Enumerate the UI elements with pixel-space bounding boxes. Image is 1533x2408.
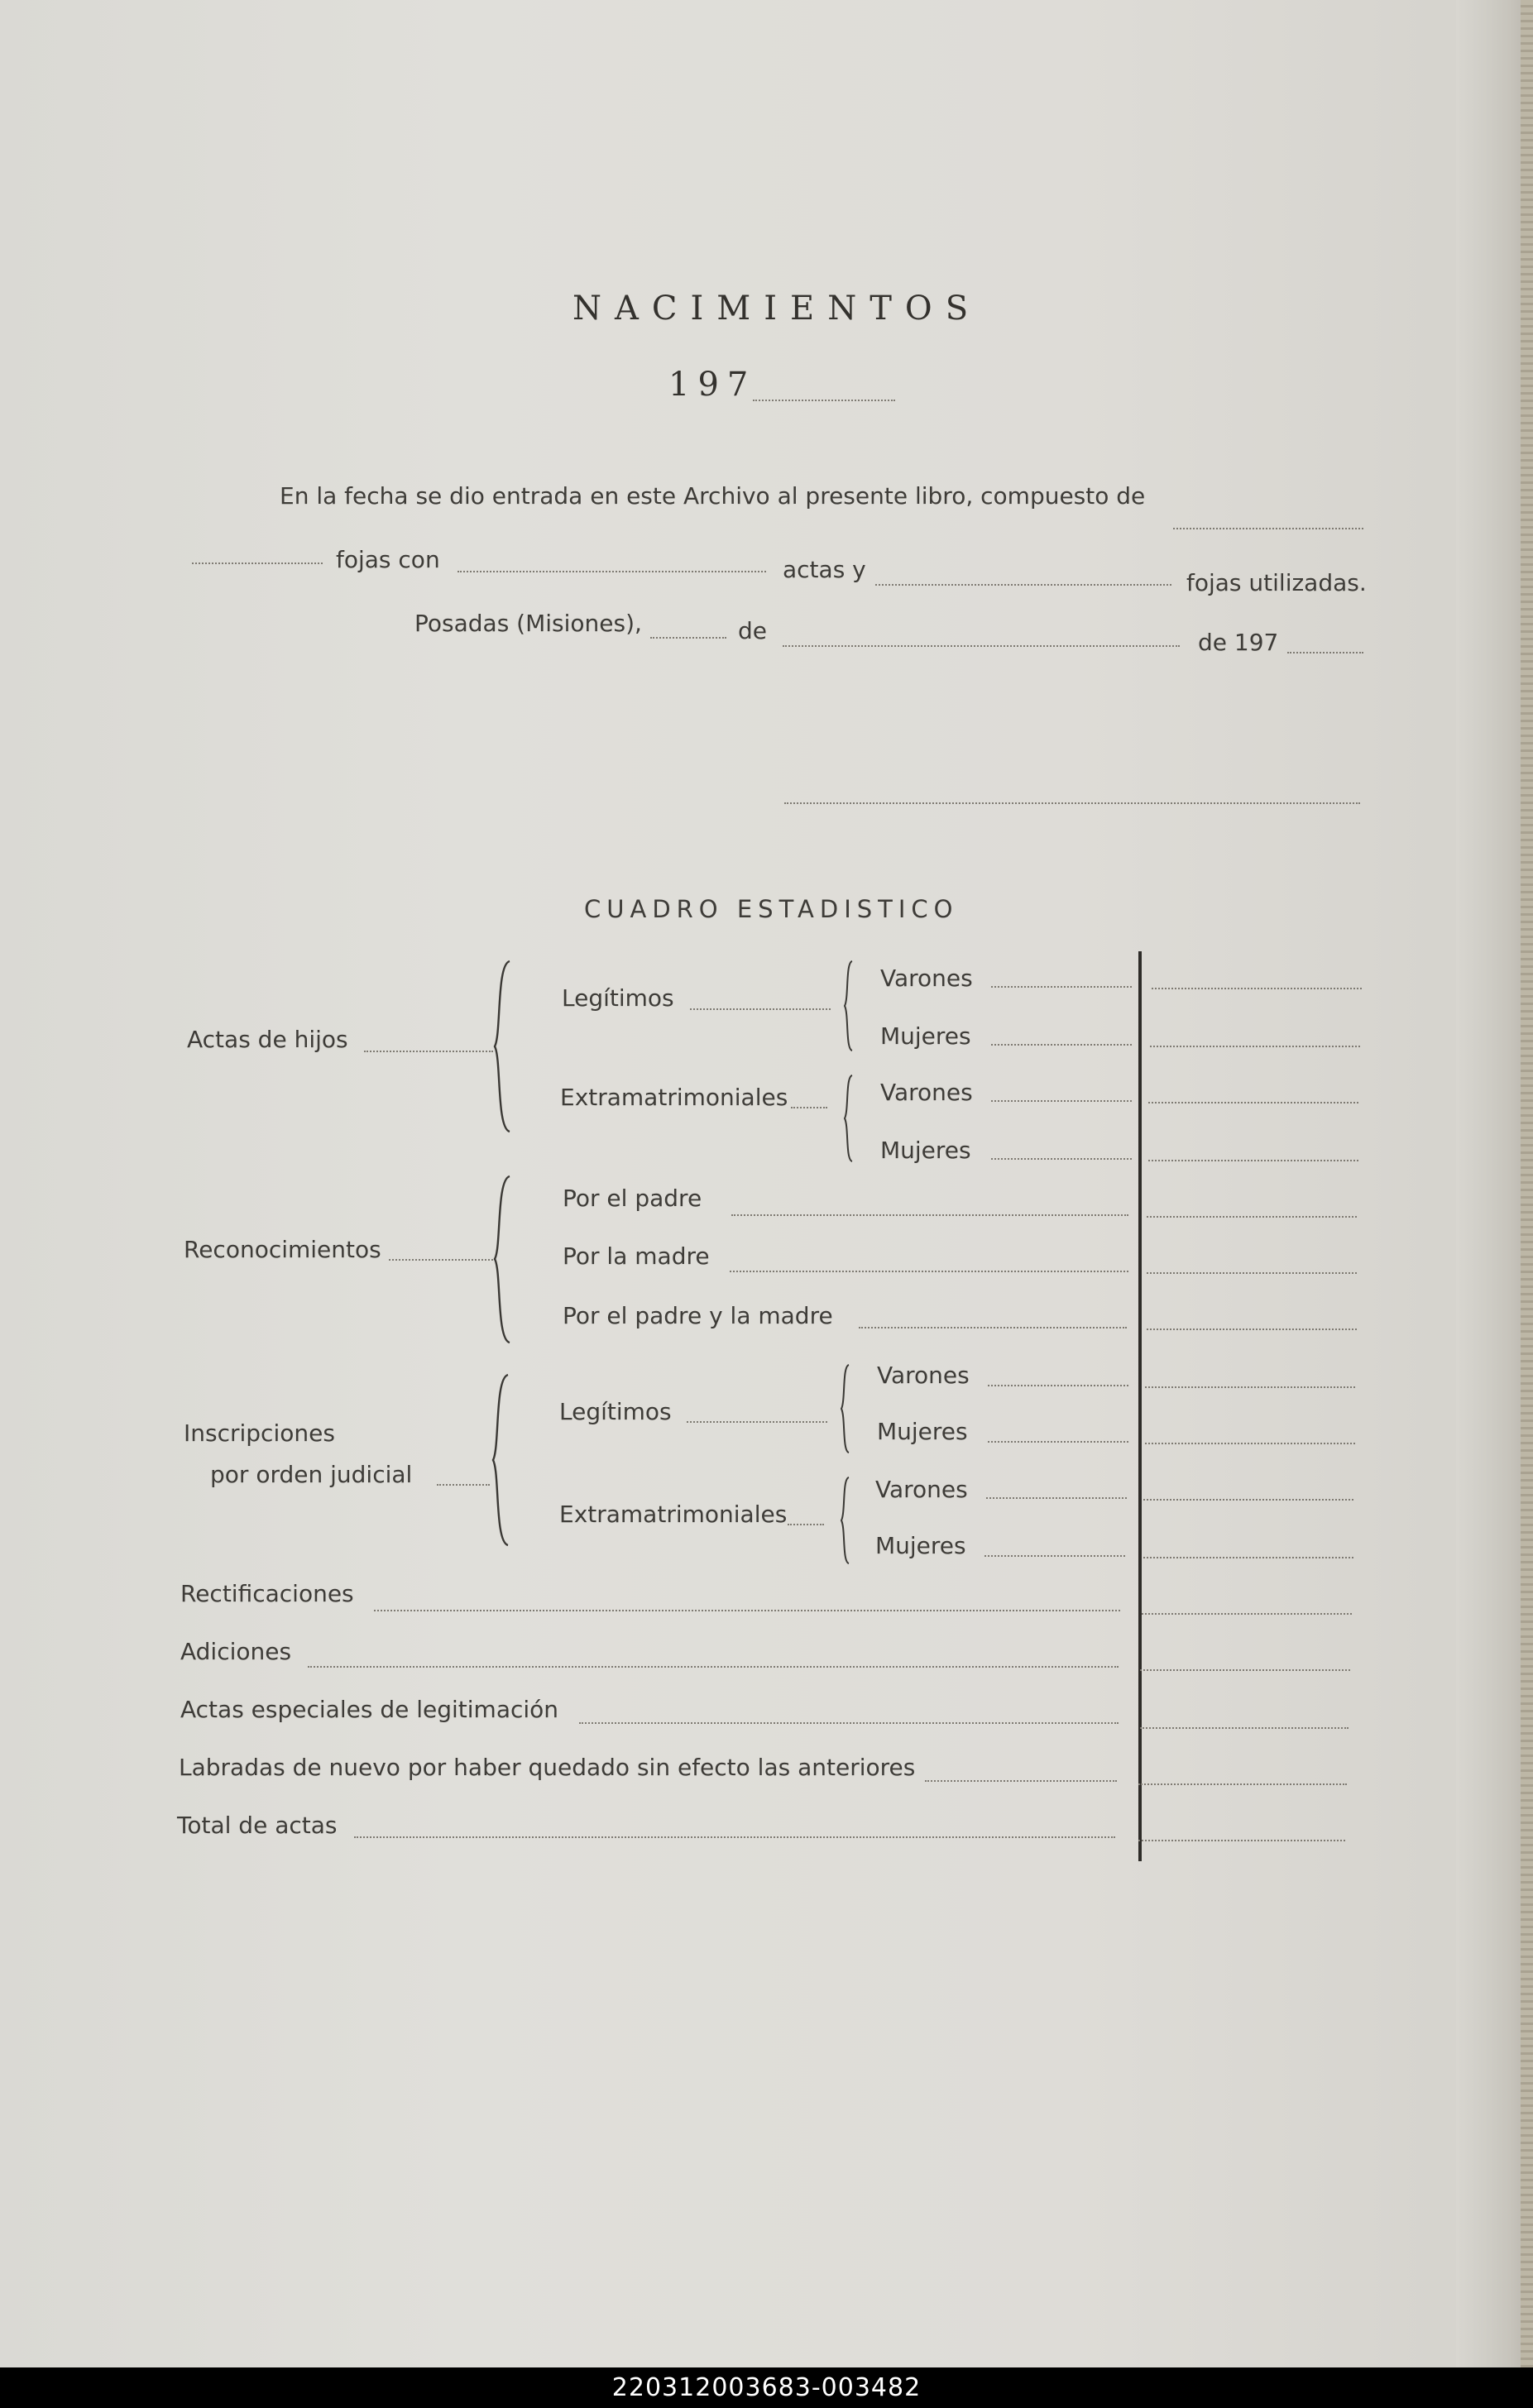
value-por-madre: [1147, 1272, 1357, 1274]
orden-judicial-label: por orden judicial: [210, 1461, 413, 1488]
rectificaciones-dots: [374, 1610, 1120, 1611]
value-varones-3: [1145, 1386, 1355, 1388]
value-mujeres-3: [1145, 1443, 1355, 1444]
extra-dots-2: [788, 1524, 824, 1525]
brace-legitimos-1: [842, 960, 857, 1052]
mujeres-dots-4: [984, 1555, 1125, 1557]
legitimos-dots-1: [690, 1008, 831, 1010]
fojas-count-blank-a: [1173, 528, 1363, 529]
total-label: Total de actas: [177, 1812, 338, 1839]
labradas-dots: [925, 1780, 1117, 1782]
brace-extra-2: [839, 1476, 854, 1565]
fojas-used-blank: [875, 584, 1171, 586]
mujeres-dots-1: [991, 1044, 1132, 1046]
year-suffix-blank: [1287, 652, 1363, 653]
brace-inscripciones: [490, 1373, 515, 1547]
varones-dots-4: [986, 1497, 1127, 1499]
year-label: 197: [668, 366, 757, 404]
column-divider: [1138, 951, 1142, 1861]
brace-extra-1: [842, 1074, 857, 1163]
reconocimientos-label: Reconocimientos: [184, 1236, 381, 1263]
actas-count-blank: [458, 571, 766, 572]
value-labradas: [1138, 1783, 1347, 1785]
value-por-ambos: [1147, 1328, 1357, 1330]
fojas-count-blank-b: [192, 563, 323, 564]
inscripciones-dots: [437, 1484, 490, 1486]
book-binding-edge: [1521, 0, 1533, 2367]
inscripciones-label: Inscripciones: [184, 1419, 335, 1447]
adiciones-dots: [308, 1666, 1119, 1668]
actas-hijos-dots: [364, 1051, 493, 1052]
value-varones-1: [1152, 988, 1362, 989]
actas-y-label: actas y: [783, 556, 866, 583]
varones-label-1: Varones: [880, 965, 973, 992]
extramatrimoniales-label-2: Extramatrimoniales: [559, 1501, 788, 1528]
legitimos-dots-2: [687, 1421, 827, 1423]
por-madre-dots: [730, 1271, 1128, 1272]
de-year-label: de 197: [1198, 629, 1279, 656]
varones-dots-2: [991, 1100, 1132, 1102]
value-adiciones: [1140, 1669, 1350, 1671]
value-varones-4: [1143, 1499, 1353, 1501]
varones-dots-1: [991, 986, 1132, 988]
value-mujeres-2: [1148, 1160, 1358, 1161]
value-legitimacion: [1140, 1727, 1349, 1729]
image-id-bar: 220312003683-003482: [0, 2367, 1533, 2408]
legitimos-label-1: Legítimos: [562, 984, 674, 1012]
fojas-utilizadas-label: fojas utilizadas.: [1186, 569, 1367, 596]
mujeres-dots-2: [991, 1158, 1132, 1160]
mujeres-label-2: Mujeres: [880, 1137, 971, 1164]
fojas-con-label: fojas con: [336, 546, 440, 573]
mujeres-dots-3: [988, 1441, 1128, 1443]
brace-legitimos-2: [839, 1363, 854, 1454]
intro-line-1: En la fecha se dio entrada en este Archivo al presente libro, compuesto de: [280, 482, 1146, 510]
mujeres-label-4: Mujeres: [875, 1532, 966, 1559]
day-blank: [650, 637, 726, 639]
actas-hijos-label: Actas de hijos: [187, 1026, 348, 1053]
value-mujeres-1: [1150, 1046, 1360, 1047]
varones-label-3: Varones: [877, 1362, 970, 1389]
de-label-1: de: [738, 617, 767, 644]
varones-label-2: Varones: [880, 1079, 973, 1106]
value-mujeres-4: [1143, 1557, 1353, 1558]
page-title: NACIMIENTOS: [572, 290, 982, 328]
rectificaciones-label: Rectificaciones: [180, 1580, 354, 1607]
legitimos-label-2: Legítimos: [559, 1398, 672, 1425]
por-madre-label: Por la madre: [563, 1242, 710, 1270]
varones-label-4: Varones: [875, 1476, 968, 1503]
por-ambos-dots: [859, 1327, 1127, 1328]
extramatrimoniales-label-1: Extramatrimoniales: [560, 1084, 788, 1111]
labradas-label: Labradas de nuevo por haber quedado sin efecto las anteriores: [179, 1754, 916, 1781]
por-ambos-label: Por el padre y la madre: [563, 1302, 833, 1329]
brace-reconocimientos: [491, 1175, 516, 1344]
reconocimientos-dots: [389, 1259, 493, 1261]
value-rectificaciones: [1142, 1613, 1352, 1615]
mujeres-label-1: Mujeres: [880, 1022, 971, 1050]
value-total: [1138, 1840, 1345, 1841]
place-label: Posadas (Misiones),: [414, 610, 642, 637]
value-varones-2: [1148, 1102, 1358, 1103]
adiciones-label: Adiciones: [180, 1638, 292, 1665]
legitimacion-dots: [579, 1722, 1119, 1724]
value-por-padre: [1147, 1216, 1357, 1218]
brace-actas-hijos: [491, 960, 516, 1133]
mujeres-label-3: Mujeres: [877, 1418, 968, 1445]
legitimacion-label: Actas especiales de legitimación: [180, 1696, 559, 1723]
section-title: CUADRO ESTADISTICO: [584, 895, 959, 923]
por-padre-label: Por el padre: [563, 1185, 702, 1212]
por-padre-dots: [731, 1214, 1128, 1216]
signature-line: [784, 802, 1360, 804]
total-dots: [354, 1836, 1115, 1838]
year-blank: [753, 400, 895, 401]
extra-dots-1: [791, 1107, 827, 1108]
varones-dots-3: [988, 1385, 1128, 1386]
month-blank: [783, 645, 1180, 647]
